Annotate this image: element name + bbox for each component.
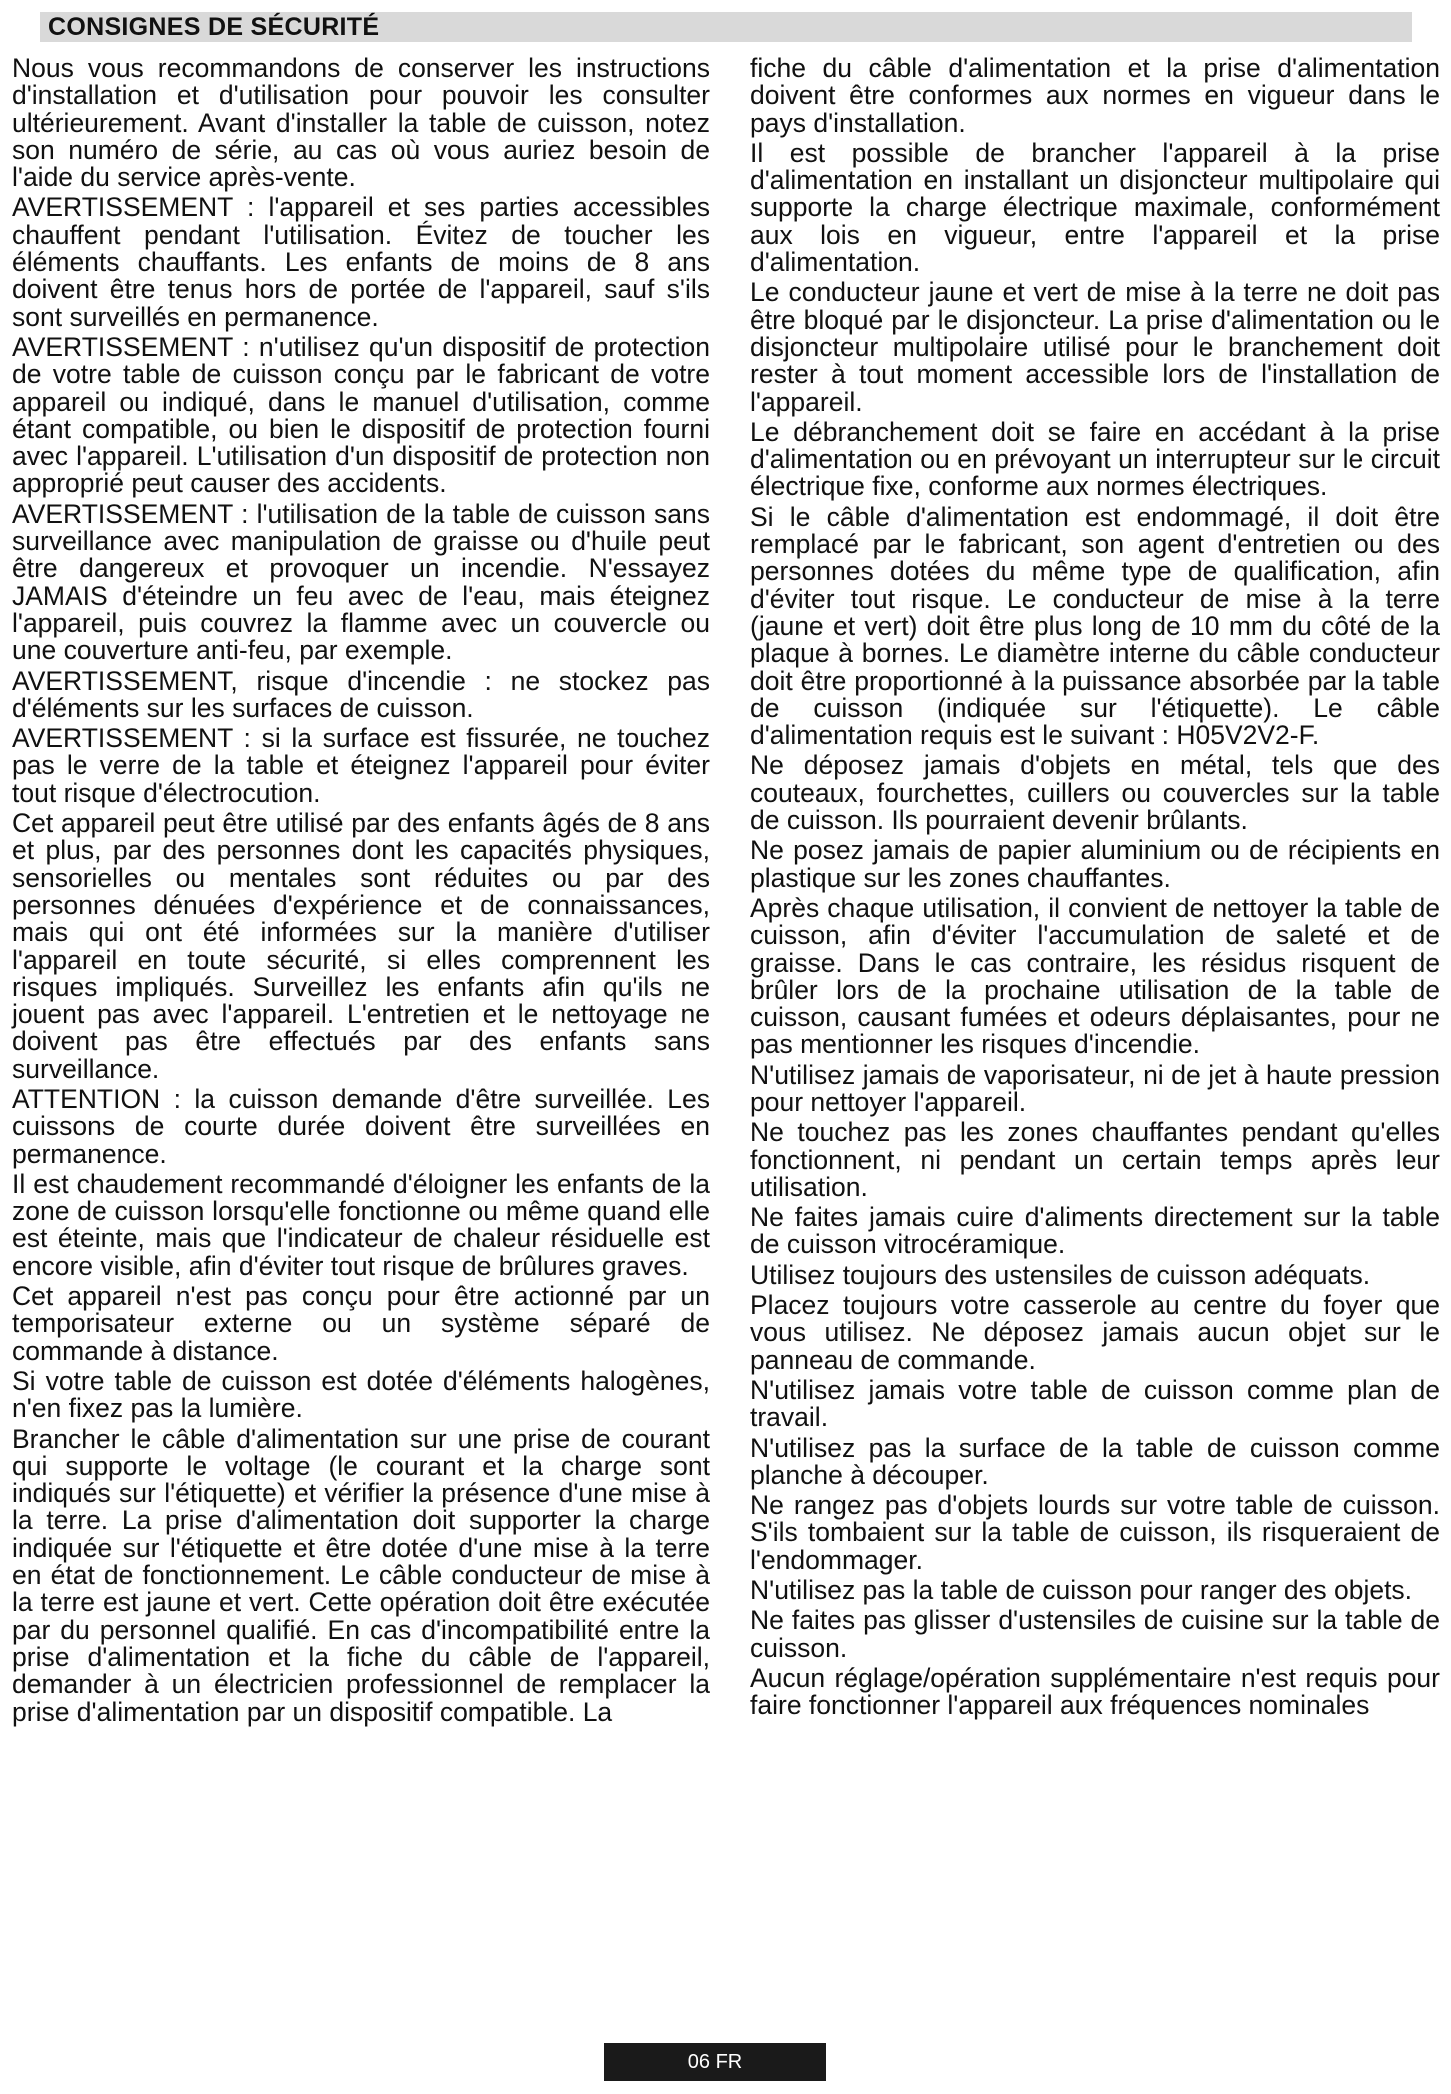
paragraph: Ne posez jamais de papier aluminium ou de récipients en plastique sur les zones chauffantes. [750,835,1440,893]
paragraph: Si le câble d'alimentation est endommagé, il doit être remplacé par le fabricant, son agent d'entretien ou des personnes dotées du même type de qualification, afin d'éviter tout risque. Le conducteur de mise à la terre (jaune et vert) doit être plus long de 10 mm du côté de la plaque à bornes. Le diamètre interne du câble conducteur doit être proportionné à la puissance absorbée par la table de cuisson (indiquée sur l'étiquette). Le câble d'alimentation requis est le suivant : H05V2V2-F. [750,501,1440,751]
paragraph: AVERTISSEMENT : l'appareil et ses parties accessibles chauffent pendant l'utilisation. Évitez de toucher les éléments chauffants. Les enfants de moins de 8 ans doivent être tenus hors de portée de l'appareil, sauf s'ils sont surveillés en permanence. [12,192,710,332]
paragraph: Cet appareil n'est pas conçu pour être actionné par un temporisateur externe ou un système séparé de commande à distance. [12,1281,710,1366]
paragraph: N'utilisez jamais votre table de cuisson comme plan de travail. [750,1374,1440,1433]
paragraph: Après chaque utilisation, il convient de nettoyer la table de cuisson, afin d'éviter l'accumulation de saleté et de graisse. Dans le cas contraire, les résidus risquent de brûler lors de la prochaine utilisation de la table de cuisson, causant fumées et odeurs déplaisantes, pour ne pas mentionner les risques d'incendie. [750,892,1440,1060]
paragraph: Il est possible de brancher l'appareil à la prise d'alimentation en installant un disjoncteur multipolaire qui supporte la charge électrique maximale, conformément aux lois en vigueur, entre l'appareil et la prise d'alimentation. [750,137,1440,278]
paragraph: ATTENTION : la cuisson demande d'être surveillée. Les cuissons de courte durée doivent être surveillées en permanence. [12,1083,710,1169]
paragraph: AVERTISSEMENT, risque d'incendie : ne stockez pas d'éléments sur les surfaces de cuisson. [12,665,710,723]
section-title: CONSIGNES DE SÉCURITÉ [48,13,380,41]
left-column [12,55,710,1729]
section-header-bar [40,12,1412,42]
paragraph: Ne rangez pas d'objets lourds sur votre table de cuisson. S'ils tombaient sur la table de cuisson, ils risqueraient de l'endommager. [750,1490,1440,1575]
paragraph: N'utilisez jamais de vaporisateur, ni de jet à haute pression pour nettoyer l'appareil. [750,1059,1440,1117]
paragraph: Ne touchez pas les zones chauffantes pendant qu'elles fonctionnent, ni pendant un certain temps après leur utilisation. [750,1117,1440,1202]
paragraph: AVERTISSEMENT : n'utilisez qu'un dispositif de protection de votre table de cuisson conçu par le fabricant de votre appareil ou indiqué, dans le manuel d'utilisation, comme étant compatible, ou bien le dispositif de protection fourni avec l'appareil. L'utilisation d'un dispositif de protection non approprié peut causer des accidents. [12,331,710,499]
paragraph: Aucun réglage/opération supplémentaire n'est requis pour faire fonctionner l'appareil aux fréquences nominales [750,1662,1440,1721]
page-number-badge: 06 FR [604,2043,826,2081]
paragraph: AVERTISSEMENT : si la surface est fissurée, ne touchez pas le verre de la table et éteignez l'appareil pour éviter tout risque d'électrocution. [12,723,710,808]
paragraph: Le débranchement doit se faire en accédant à la prise d'alimentation ou en prévoyant un interrupteur sur le circuit électrique fixe, conforme aux normes électriques. [750,416,1440,502]
paragraph: Si votre table de cuisson est dotée d'éléments halogènes, n'en fixez pas la lumière. [12,1365,710,1424]
paragraph: Ne faites jamais cuire d'aliments directement sur la table de cuisson vitrocéramique. [750,1202,1440,1260]
paragraph: fiche du câble d'alimentation et la prise d'alimentation doivent être conformes aux normes en vigueur dans le pays d'installation. [750,53,1440,138]
paragraph: Il est chaudement recommandé d'éloigner les enfants de la zone de cuisson lorsqu'elle fonctionne ou même quand elle est éteinte, mais que l'indicateur de chaleur résiduelle est encore visible, afin d'éviter tout risque de brûlures graves. [12,1168,710,1281]
paragraph: N'utilisez pas la surface de la table de cuisson comme planche à découper. [750,1432,1440,1490]
paragraph: N'utilisez pas la table de cuisson pour ranger des objets. [750,1575,1413,1606]
paragraph: Le conducteur jaune et vert de mise à la terre ne doit pas être bloqué par le disjoncteur. La prise d'alimentation ou le disjoncteur multipolaire utilisé pour le branchement doit rester à tout moment accessible lors de l'installation de l'appareil. [750,277,1440,417]
paragraph: Utilisez toujours des ustensiles de cuisson adéquats. [750,1259,1371,1290]
paragraph: AVERTISSEMENT : l'utilisation de la table de cuisson sans surveillance avec manipulation de graisse ou d'huile peut être dangereux et provoquer un incendie. N'essayez JAMAIS d'éteindre un feu avec de l'eau, mais éteignez l'appareil, puis couvrez la flamme avec un couvercle ou une couverture anti-feu, par exemple. [12,498,710,666]
right-column [750,55,1440,1723]
paragraph: Nous vous recommandons de conserver les instructions d'installation et d'utilisation pour pouvoir les consulter ultérieurement. Avant d'installer la table de cuisson, notez son numéro de série, au cas où vous auriez besoin de l'aide du service après-vente. [12,53,710,193]
paragraph: Cet appareil peut être utilisé par des enfants âgés de 8 ans et plus, par des personnes dont les capacités physiques, sensorielles ou mentales sont réduites ou par des personnes dénuées d'expérience et de connaissances, mais qui ont été informées sur la manière d'utiliser l'appareil en toute sécurité, si elles comprennent les risques impliqués. Surveillez les enfants afin qu'ils ne jouent pas avec l'appareil. L'entretien et le nettoyage ne doivent pas être effectués par des enfants sans surveillance. [12,808,710,1084]
paragraph: Placez toujours votre casserole au centre du foyer que vous utilisez. Ne déposez jamais aucun objet sur le panneau de commande. [750,1290,1440,1375]
paragraph: Ne déposez jamais d'objets en métal, tels que des couteaux, fourchettes, cuillers ou couvercles sur la table de cuisson. Ils pourraient devenir brûlants. [750,750,1440,836]
paragraph: Ne faites pas glisser d'ustensiles de cuisine sur la table de cuisson. [750,1605,1440,1663]
paragraph: Brancher le câble d'alimentation sur une prise de courant qui supporte le voltage (le courant et la charge sont indiqués sur l'étiquette) et vérifier la présence d'une mise à la terre. La prise d'alimentation doit supporter la charge indiquée sur l'étiquette et être dotée d'une mise à la terre en état de fonctionnement. Le câble conducteur de mise à la terre est jaune et vert. Cette opération doit être exécutée par du personnel qualifié. En cas d'incompatibilité entre la prise d'alimentation et la fiche du câble de l'appareil, demander à un électricien professionnel de remplacer la prise d'alimentation par un dispositif compatible. La [12,1423,710,1727]
